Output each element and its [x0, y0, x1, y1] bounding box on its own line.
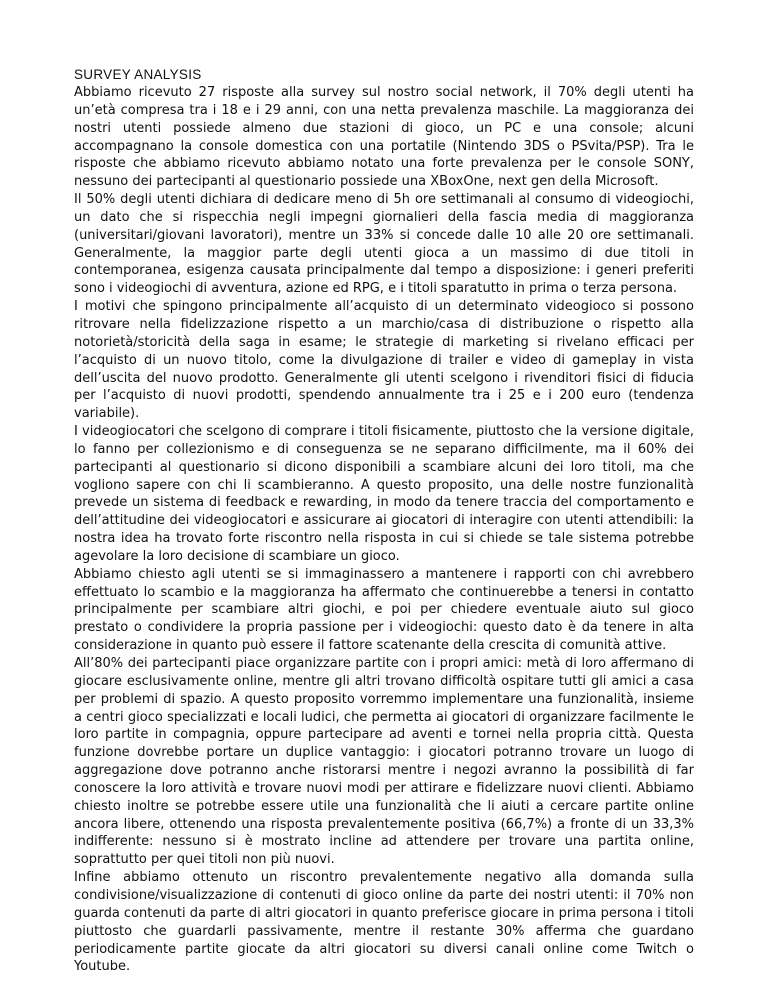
- paragraph-content-viewing: Infine abbiamo ottenuto un riscontro prevalentemente negativo alla domanda sulla condivisione/visualizzazione di contenuti di gioco online da parte dei nostri utenti: il 70% non guarda contenuti da parte di altri giocatori in quanto preferisce giocare in prima persona i titoli piuttosto che guardarli passivamente, mentre il restante 30% afferma che guardano periodicamente partite giocate da altri giocatori su diversi canali online come Twitch o Youtube.: [74, 870, 694, 975]
- document-title: SURVEY ANALYSIS: [74, 67, 202, 82]
- paragraph-demographics: Abbiamo ricevuto 27 risposte alla survey sul nostro social network, il 70% degli utenti ha un’età compresa tra i 18 e i 29 anni, con una netta prevalenza maschile. La maggioranza dei nostri utenti possiede almeno due stazioni di gioco, un PC e una console; alcuni accompagnano la console domestica con una portatile (Nintendo 3DS o PSvita/PSP). Tra le risposte che abbiamo ricevuto abbiamo notato una forte prevalenza per le console SONY, nessuno dei partecipanti al questionario possiede una XBoxOne, next gen della Microsoft.: [74, 85, 694, 190]
- paragraph-community: Abbiamo chiesto agli utenti se si immaginassero a mantenere i rapporti con chi avrebbero effettuato lo scambio e la maggioranza ha affermato che continuerebbe a tenersi in contatto principalmente per scambiare altri giochi, e poi per chiedere eventuale aiuto sul gioco prestato o condividere la propria passione per i videogiochi: questo dato è da tenere in alta considerazione in quanto può essere il fattore scatenante della crescita di comunità attive.: [74, 566, 694, 654]
- paragraph-game-exchange: I videogiocatori che scelgono di comprare i titoli fisicamente, piuttosto che la versione digitale, lo fanno per collezionismo e di conseguenza se ne separano difficilmente, ma il 60% dei partecipanti al questionario si dicono disponibili a scambiare alcuni dei loro titoli, ma che vogliono sapere con chi li scambieranno. A questo proposito, una delle nostre funzionalità prevede un sistema di feedback e rewarding, in modo da tenere traccia del comportamento e dell’attitudine dei videogiocatori e assicurare ai giocatori di interagire con utenti attendibili: la nostra idea ha trovato forte riscontro nella risposta in cui si chiede se tale sistema potrebbe agevolare la loro decisione di scambiare un gioco.: [74, 424, 694, 564]
- document-page: [74, 66, 694, 976]
- paragraph-play-time: Il 50% degli utenti dichiara di dedicare meno di 5h ore settimanali al consumo di videogiochi, un dato che si rispecchia negli impegni giornalieri della fascia media di maggioranza (universitari/giovani lavoratori), mentre un 33% si concede dalle 10 alle 20 ore settimanali. Generalmente, la maggior parte degli utenti gioca a un massimo di due titoli in contemporanea, esigenza causata principalmente dal tempo a disposizione: i generi preferiti sono i videogiochi di avventura, azione ed RPG, e i titoli sparatutto in prima o terza persona.: [74, 192, 694, 297]
- paragraph-multiplayer: All’80% dei partecipanti piace organizzare partite con i propri amici: metà di loro affermano di giocare esclusivamente online, mentre gli altri trovano difficoltà ospitare tutti gli amici a casa per problemi di spazio. A questo proposito vorremmo implementare una funzionalità, insieme a centri gioco specializzati e locali ludici, che permetta ai giocatori di organizzare facilmente le loro partite in compagnia, oppure partecipare ad aventi e tornei nella propria città. Questa funzione dovrebbe portare un duplice vantaggio: i giocatori potranno trovare un luogo di aggregazione dove potranno anche ristorarsi mentre i negozi avranno la possibilità di far conoscere la loro attività e trovare nuovi modi per attirare e fidelizzare nuovi clienti. Abbiamo chiesto inoltre se potrebbe essere utile una funzionalità che li aiuti a cercare partite online ancora libere, ottenendo una risposta prevalentemente positiva (66,7%) a fronte di un 33,3% indifferente: nessuno si è mostrato incline ad attendere per trovare una partita online, soprattutto per quei titoli non più nuovi.: [74, 656, 694, 868]
- paragraph-purchase-motives: I motivi che spingono principalmente all’acquisto di un determinato videogioco si possono ritrovare nella fidelizzazione rispetto a un marchio/casa di distribuzione o rispetto alla notorietà/storicità della saga in esame; le strategie di marketing si rivelano efficaci per l’acquisto di un nuovo titolo, come la divulgazione di trailer e video di gameplay in vista dell’uscita del nuovo prodotto. Generalmente gli utenti scelgono i rivenditori fisici di fiducia per l’acquisto di nuovi prodotti, spendendo annualmente tra i 25 e i 200 euro (tendenza variabile).: [74, 299, 694, 422]
